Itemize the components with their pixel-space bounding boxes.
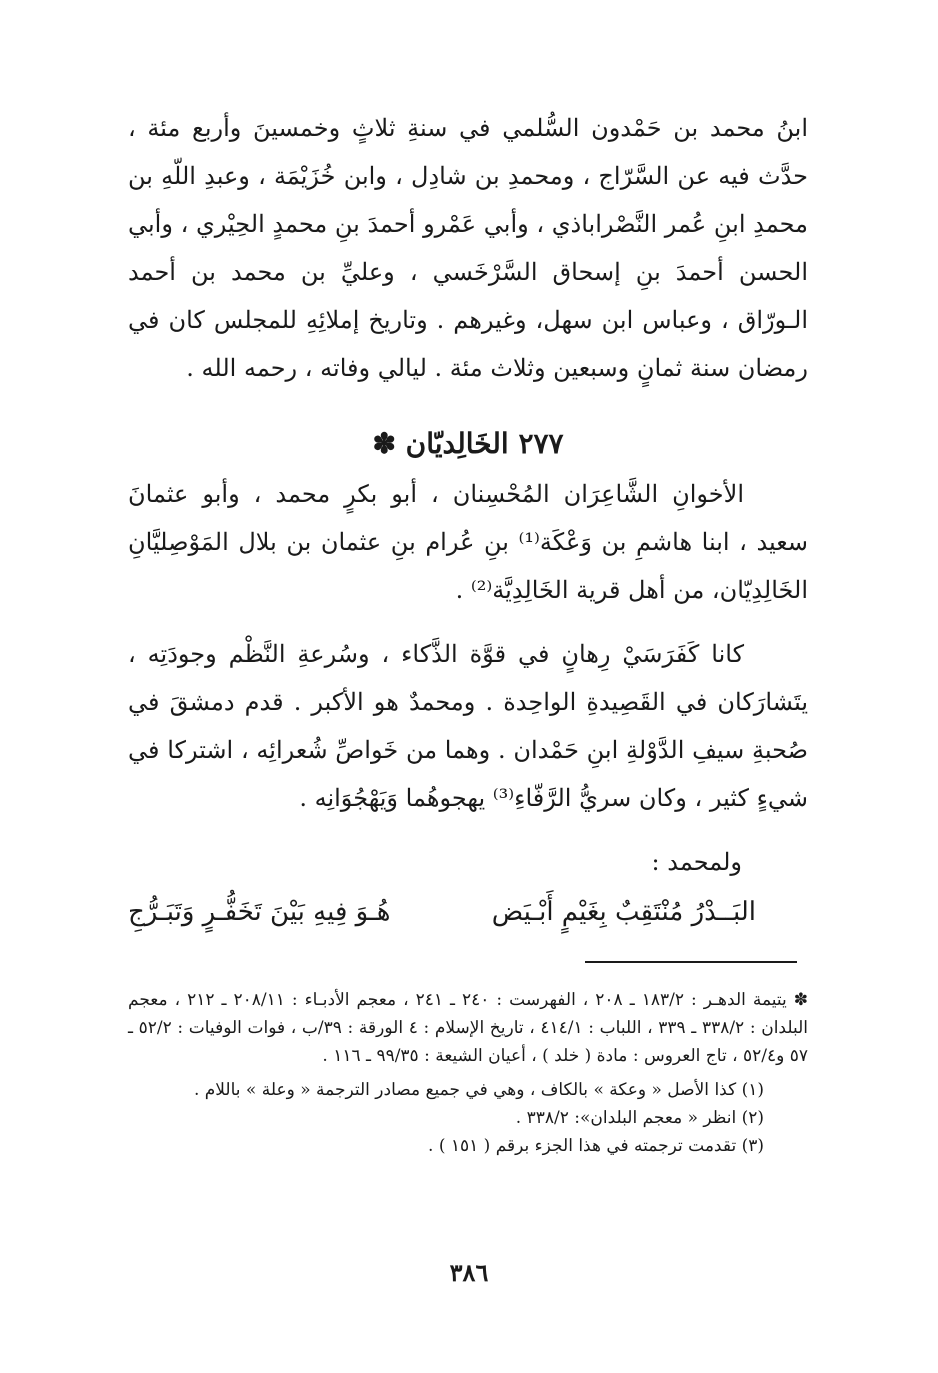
footnote-1: (١) كذا الأصل « وعكة » بالكاف ، وهي في جميع مصادر الترجمة « وعلة » باللام . — [193, 1080, 764, 1100]
entry-body-paragraph — [128, 630, 808, 822]
paragraph-text: الأخوانِ الشَّاعِرَان المُحْسِنان ، أبو بكرٍ محمد ، وأبو عثمانَ سعيد ، ابنا هاشمِ بن وَعْكَة⁽¹⁾ بنِ عُرام بنِ عثمان بن بلال المَوْصِليَّانِ الخَالِدِيّان، من أهل قرية الخَالِدِيَّة⁽²⁾ . — [128, 480, 808, 604]
poetry-verse — [128, 886, 808, 938]
footnote-2: (٢) انظر « معجم البلدان»: ٣٣٨/٢ . — [515, 1108, 764, 1128]
paragraph-text: كانا كَفَرَسَيْ رِهانٍ في قوَّة الذَّكاء ، وسُرعةِ النَّظْم وجودَتِه ، يتَشارَكان في القَصِيدةِ الواحِدة . ومحمدٌ هو الأكبر . قدم دمشقَ في صُحبةِ سيفِ الدَّوْلةِ ابنِ حَمْدان . وهما من خَواصِّ شُعرائِه ، اشتركا في شيءٍ كثير ، وكان سريُّ الرَّفّاءِ⁽³⁾ يهجوهُما وَيَهْجُوَانِه . — [128, 640, 808, 812]
entry-intro-paragraph — [128, 470, 808, 614]
page-number: ٣٨٦ — [449, 1258, 489, 1287]
entry-heading: ٢٧٧ الخَالِديّان ✽ — [372, 427, 564, 460]
footnote-3: (٣) تقدمت ترجمته في هذا الجزء برقم ( ١٥١ ) . — [428, 1136, 764, 1156]
sources-note: ✽ يتيمة الدهـر : ١٨٣/٢ ـ ٢٠٨ ، الفهرست : ٢٤٠ ـ ٢٤١ ، معجم الأدبـاء : ٢٠٨/١١ ـ ٢١٢ ، معجم البلدان : ٣٣٨/٢ ـ ٣٣٩ ، اللباب : ٤١٤/١ ، تاريخ الإسلام : ٤ الورقة : ٣٩/ب ، فوات الوفيات : ٥٢/٢ ـ ٥٧ و٥٢/٤ ، تاج العروس : مادة ( خلد ) ، أعيان الشيعة : ٩٩/٣٥ ـ ١١٦ . — [128, 990, 809, 1066]
verse-intro: ولمحمد : — [651, 848, 742, 876]
verse-first-hemistich: البَــدْرُ مُنْتَقِبٌ بِغَيْمٍ أَبْـيَض — [491, 897, 756, 927]
footnote-separator — [585, 961, 797, 963]
footnotes — [128, 986, 808, 1160]
verse-second-hemistich: هُـوَ فِيهِ بَيْنَ تَخَفُّـرٍ وَتَبَـرُّجِ — [128, 897, 391, 927]
paragraph-text: ابنُ محمد بن حَمْدون السُّلمي في سنةِ ثلاثٍ وخمسينَ وأربع مئة ، حدَّث فيه عن السَّرّاج ، ومحمدِ بن شادِل ، وابن خُزَيْمَة ، وعبدِ اللّهِ بن محمدِ ابنِ عُمر النَّصْراباذي ، وأبي عَمْرو أحمدَ بنِ محمدٍ الحِيْري ، وأبي الحسن أحمدَ بنِ إسحاق السَّرْخَسي ، وعليِّ بن محمد بن أحمد الـورّاق ، وعباس ابن سهل، وغيرهم . وتاريخ إملائِهِ للمجلس كان في رمضان سنة ثمانٍ وسبعين وثلاث مئة . ليالي وفاته ، رحمه الله . — [128, 114, 808, 382]
continued-paragraph — [128, 104, 808, 392]
